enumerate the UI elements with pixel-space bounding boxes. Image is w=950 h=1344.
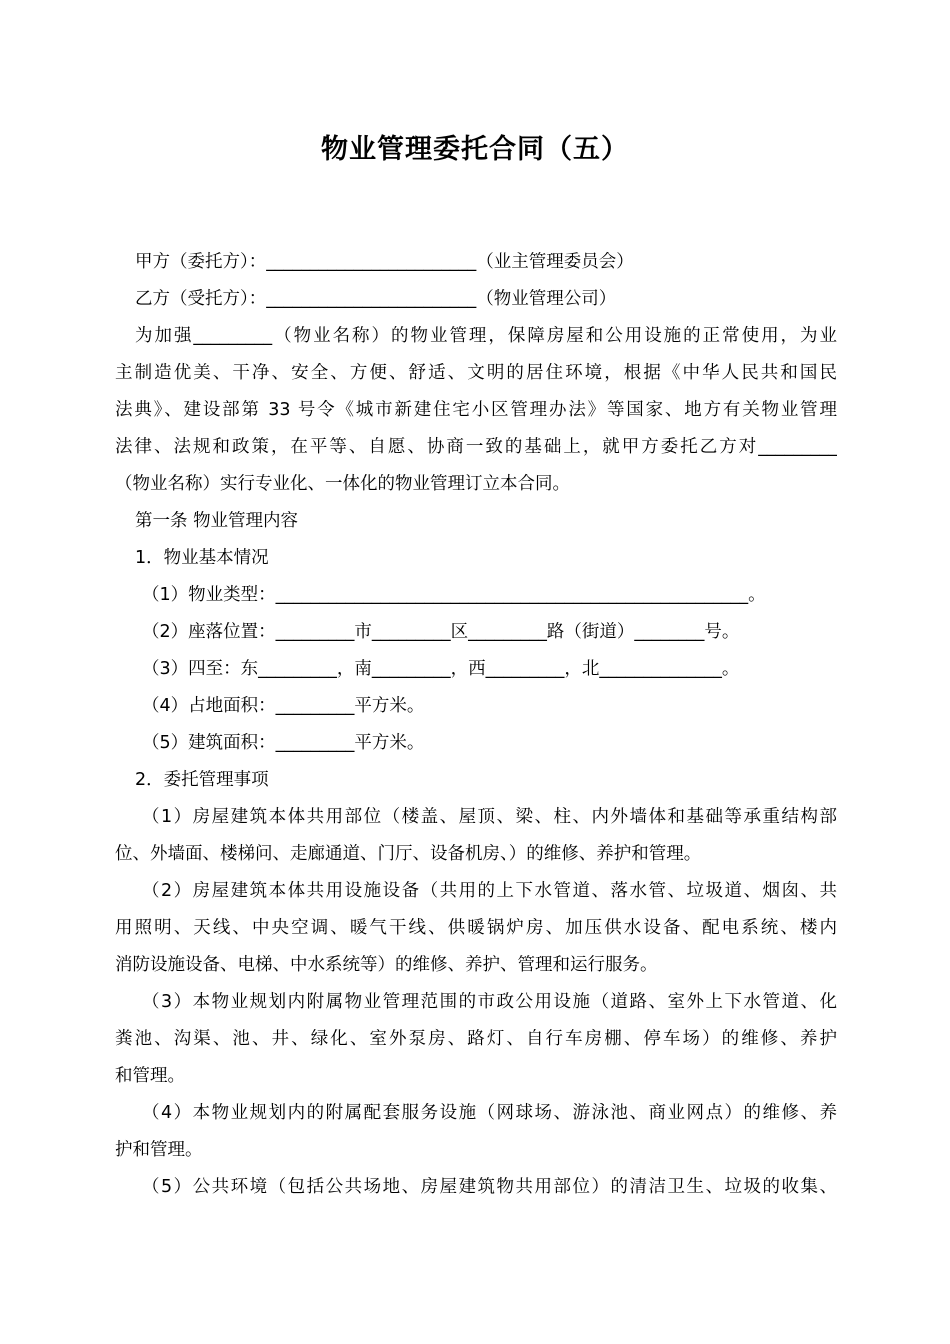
list-item: （5）公共环境（包括公共场地、房屋建筑物共用部位）的清洁卫生、垃圾的收集、 [142, 1177, 837, 1197]
list-item: （3）四至：东_________，南_________，西_________，北______________。 [142, 659, 740, 679]
document-title: 物业管理委托合同（五） [321, 134, 629, 165]
list-item-continuation: 用照明、天线、中央空调、暖气干线、供暖锅炉房、加压供水设备、配电系统、楼内 [115, 918, 837, 938]
list-item: （1）房屋建筑本体共用部位（楼盖、屋顶、梁、柱、内外墙体和基础等承重结构部 [142, 807, 837, 827]
list-item: （2）座落位置：_________市_________区_________路（街道）________号。 [142, 622, 740, 642]
party-a-line: 甲方（委托方）：________________________（业主管理委员会） [135, 252, 634, 272]
list-item-continuation: 和管理。 [115, 1066, 185, 1086]
list-item: （4）占地面积：_________平方米。 [142, 696, 425, 716]
list-item-continuation: 护和管理。 [115, 1140, 203, 1160]
paragraph-line: 法律、法规和政策，在平等、自愿、协商一致的基础上，就甲方委托乙方对_________ [115, 437, 837, 457]
paragraph-line: 为加强_________（物业名称）的物业管理，保障房屋和公用设施的正常使用，为业 [135, 326, 837, 346]
list-item: （4）本物业规划内的附属配套服务设施（网球场、游泳池、商业网点）的维修、养 [142, 1103, 837, 1123]
list-item-continuation: 位、外墙面、楼梯问、走廊通道、门厅、设备机房、）的维修、养护和管理。 [115, 844, 702, 864]
article-heading: 第一条 物业管理内容 [135, 511, 299, 531]
list-item-continuation: 粪池、沟渠、池、井、绿化、室外泵房、路灯、自行车房棚、停车场）的维修、养护 [115, 1029, 837, 1049]
paragraph-line: 主制造优美、干净、安全、方便、舒适、文明的居住环境，根据《中华人民共和国民 [115, 363, 837, 383]
list-item: （3）本物业规划内附属物业管理范围的市政公用设施（道路、室外上下水管道、化 [142, 992, 837, 1012]
document-body [115, 244, 837, 1206]
list-item-continuation: 消防设施设备、电梯、中水系统等）的维修、养护、管理和运行服务。 [115, 955, 658, 975]
list-item: （2）房屋建筑本体共用设施设备（共用的上下水管道、落水管、垃圾道、烟囱、共 [142, 881, 837, 901]
paragraph-line: （物业名称）实行专业化、一体化的物业管理订立本合同。 [115, 474, 570, 494]
section-heading: 1．物业基本情况 [135, 548, 269, 568]
party-b-line: 乙方（受托方）：________________________（物业管理公司） [135, 289, 617, 309]
list-item: （1）物业类型：______________________________________________________。 [142, 585, 766, 605]
list-item: （5）建筑面积：_________平方米。 [142, 733, 425, 753]
section-heading: 2．委托管理事项 [135, 770, 269, 790]
paragraph-line: 法典》、建设部第 33 号令《城市新建住宅小区管理办法》等国家、地方有关物业管理 [115, 400, 837, 420]
